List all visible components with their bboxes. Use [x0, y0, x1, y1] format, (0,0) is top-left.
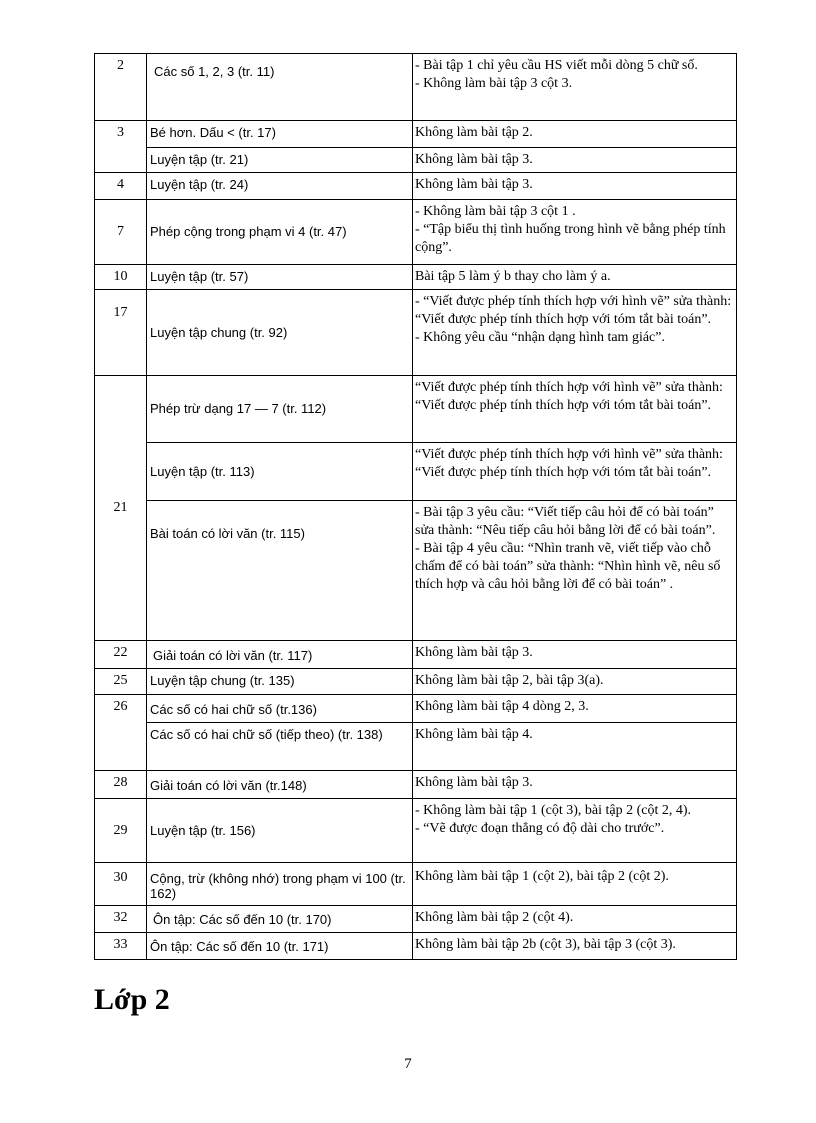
- table-row: [95, 641, 737, 669]
- table-row: [95, 501, 737, 641]
- table-row: [95, 290, 737, 376]
- lesson-cell: Luyện tập (tr. 24): [147, 173, 413, 200]
- lesson-cell: Giải toán có lời văn (tr.148): [147, 771, 413, 799]
- note-cell: [413, 863, 737, 906]
- note-line: - Bài tập 1 chỉ yêu cầu HS viết mỗi dòng 5 chữ số.: [415, 58, 698, 73]
- week-cell: 28: [95, 771, 147, 799]
- note-line: - Bài tập 4 yêu cầu: “Nhìn tranh vẽ, viết tiếp vào chỗ chấm để có bài toán” sửa thành: “Nhìn hình vẽ, nêu số thích hợp và câu hỏi bằng lời để có bài toán” .: [415, 541, 721, 592]
- lesson-cell: Bài toán có lời văn (tr. 115): [147, 501, 413, 641]
- note-line: Không làm bài tập 2, bài tập 3(a).: [415, 673, 604, 688]
- note-line: Bài tập 5 làm ý b thay cho làm ý a.: [415, 269, 611, 284]
- note-cell: [413, 933, 737, 960]
- table-row: [95, 376, 737, 443]
- table-row: [95, 906, 737, 933]
- note-line: - Không làm bài tập 3 cột 3.: [415, 76, 573, 91]
- lesson-cell: Phép trừ dạng 17 — 7 (tr. 112): [147, 376, 413, 443]
- lesson-cell: Cộng, trừ (không nhớ) trong phạm vi 100 (tr. 162): [147, 863, 413, 906]
- table-row: [95, 863, 737, 906]
- note-cell: [413, 906, 737, 933]
- week-cell: 22: [95, 641, 147, 669]
- note-cell: [413, 290, 737, 376]
- table-row: [95, 933, 737, 960]
- note-line: Không làm bài tập 2 (cột 4).: [415, 910, 574, 925]
- table-row: [95, 200, 737, 265]
- lesson-cell: Các số có hai chữ số (tr.136): [147, 695, 413, 723]
- lesson-cell: Các số 1, 2, 3 (tr. 11): [147, 54, 413, 121]
- lesson-cell: Luyện tập (tr. 156): [147, 799, 413, 863]
- lesson-cell: Phép cộng trong phạm vi 4 (tr. 47): [147, 200, 413, 265]
- note-line: Không làm bài tập 4 dòng 2, 3.: [415, 699, 589, 714]
- note-line: - Không làm bài tập 1 (cột 3), bài tập 2 (cột 2, 4).: [415, 803, 692, 818]
- week-cell: 10: [95, 265, 147, 290]
- table-row: [95, 265, 737, 290]
- note-cell: [413, 501, 737, 641]
- note-line: “Viết được phép tính thích hợp với hình vẽ” sửa thành: “Viết được phép tính thích hợp với tóm tắt bài toán”.: [415, 380, 723, 413]
- note-line: Không làm bài tập 3.: [415, 645, 533, 660]
- table-row: [95, 148, 737, 173]
- note-line: Không làm bài tập 2b (cột 3), bài tập 3 (cột 3).: [415, 937, 676, 952]
- note-cell: [413, 799, 737, 863]
- note-cell: [413, 121, 737, 148]
- note-line: - “Vẽ được đoạn thẳng có độ dài cho trước”.: [415, 821, 665, 836]
- note-line: Không làm bài tập 1 (cột 2), bài tập 2 (cột 2).: [415, 869, 669, 884]
- note-cell: [413, 173, 737, 200]
- table-row: [95, 771, 737, 799]
- table-row: [95, 54, 737, 121]
- note-line: - Không yêu cầu “nhận dạng hình tam giác”.: [415, 330, 665, 345]
- table-row: [95, 695, 737, 723]
- table-row: [95, 173, 737, 200]
- week-cell: 2: [95, 54, 147, 121]
- lesson-cell: Luyện tập (tr. 21): [147, 148, 413, 173]
- note-cell: [413, 723, 737, 771]
- week-cell: 25: [95, 669, 147, 695]
- note-line: Không làm bài tập 4.: [415, 727, 533, 742]
- week-cell: 30: [95, 863, 147, 906]
- lesson-cell: Luyện tập chung (tr. 92): [147, 290, 413, 376]
- note-cell: [413, 669, 737, 695]
- week-cell: 26: [95, 695, 147, 771]
- note-cell: [413, 443, 737, 501]
- note-cell: [413, 771, 737, 799]
- note-line: - Không làm bài tập 3 cột 1 .: [415, 204, 576, 219]
- lesson-cell: Luyện tập (tr. 113): [147, 443, 413, 501]
- week-cell: 32: [95, 906, 147, 933]
- note-line: - “Viết được phép tính thích hợp với hình vẽ” sửa thành: “Viết được phép tính thích hợp với tóm tắt bài toán”.: [415, 294, 732, 327]
- table-row: [95, 443, 737, 501]
- note-cell: [413, 376, 737, 443]
- lesson-cell: Bé hơn. Dấu < (tr. 17): [147, 121, 413, 148]
- note-cell: [413, 641, 737, 669]
- lesson-cell: Luyện tập (tr. 57): [147, 265, 413, 290]
- table-row: [95, 799, 737, 863]
- table-row: [95, 723, 737, 771]
- lesson-cell: Ôn tập: Các số đến 10 (tr. 171): [147, 933, 413, 960]
- week-cell: 7: [95, 200, 147, 265]
- note-line: - Bài tập 3 yêu cầu: “Viết tiếp câu hỏi để có bài toán” sửa thành: “Nêu tiếp câu hỏi bằng lời để có bài toán”.: [415, 505, 716, 538]
- note-line: “Viết được phép tính thích hợp với hình vẽ” sửa thành: “Viết được phép tính thích hợp với tóm tắt bài toán”.: [415, 447, 723, 480]
- week-cell: 29: [95, 799, 147, 863]
- lesson-cell: Ôn tập: Các số đến 10 (tr. 170): [147, 906, 413, 933]
- note-line: Không làm bài tập 3.: [415, 152, 533, 167]
- note-cell: [413, 54, 737, 121]
- note-line: - “Tập biểu thị tình huống trong hình vẽ bằng phép tính cộng”.: [415, 222, 726, 255]
- lesson-cell: Giải toán có lời văn (tr. 117): [147, 641, 413, 669]
- page-number: 7: [404, 1056, 412, 1072]
- week-cell: 3: [95, 121, 147, 173]
- note-cell: [413, 265, 737, 290]
- week-cell: 17: [95, 290, 147, 376]
- note-cell: [413, 200, 737, 265]
- lesson-cell: Luyện tập chung (tr. 135): [147, 669, 413, 695]
- week-cell: 33: [95, 933, 147, 960]
- note-cell: [413, 695, 737, 723]
- week-cell: 4: [95, 173, 147, 200]
- note-line: Không làm bài tập 3.: [415, 177, 533, 192]
- note-cell: [413, 148, 737, 173]
- table-row: [95, 669, 737, 695]
- note-line: Không làm bài tập 2.: [415, 125, 533, 140]
- curriculum-adjustment-table: [94, 53, 737, 960]
- section-heading: Lớp 2: [94, 983, 170, 1016]
- week-cell: 21: [95, 376, 147, 641]
- note-line: Không làm bài tập 3.: [415, 775, 533, 790]
- table-row: [95, 121, 737, 148]
- lesson-cell: Các số có hai chữ số (tiếp theo) (tr. 138): [147, 723, 413, 771]
